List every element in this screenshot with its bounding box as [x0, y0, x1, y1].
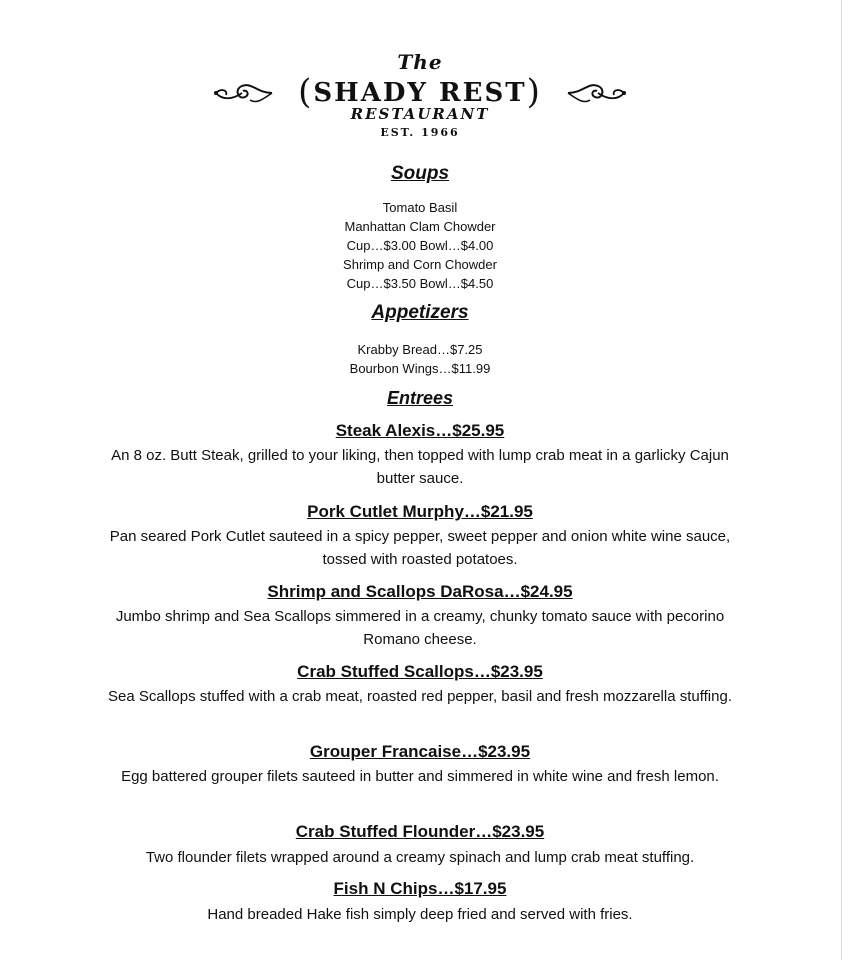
right-bracket-ornament: ): [526, 72, 542, 112]
entree-description: Two flounder filets wrapped around a creamy spinach and lump crab meat stuffing.: [145, 849, 695, 866]
entree-name: Fish N Chips…$17.95: [333, 879, 507, 898]
logo-the: The: [397, 50, 443, 74]
logo-established: EST. 1966: [380, 126, 460, 139]
appetizer-item: Krabby Bread…$7.25: [357, 342, 483, 357]
entree-description: Sea Scallops stuffed with a crab meat, roasted red pepper, basil and fresh mozzarella stuffing.: [108, 688, 732, 705]
entree-name: Pork Cutlet Murphy…$21.95: [307, 502, 533, 521]
soup-item: Shrimp and Corn Chowder: [343, 257, 497, 272]
appetizers-heading: Appetizers: [371, 302, 469, 323]
entree-description: Egg battered grouper filets sauteed in butter and simmered in white wine and fresh lemon.: [121, 768, 719, 785]
soups-heading: Soups: [390, 163, 450, 184]
left-bracket-ornament: (: [298, 72, 314, 112]
entree-name: Crab Stuffed Flounder…$23.95: [295, 822, 545, 841]
logo-name-text: SHADY REST: [313, 78, 527, 108]
logo-subtitle: RESTAURANT: [350, 105, 490, 123]
entree-name: Grouper Francaise…$23.95: [309, 742, 531, 761]
soup-item: Cup…$3.50 Bowl…$4.50: [346, 276, 494, 291]
entree-name: Crab Stuffed Scallops…$23.95: [297, 662, 543, 681]
soup-item: Cup…$3.00 Bowl…$4.00: [346, 238, 494, 253]
entree-description: An 8 oz. Butt Steak, grilled to your liking, then topped with lump crab meat in a garlicky Cajun butter sauce.: [111, 447, 729, 487]
entrees-heading: Entrees: [386, 388, 454, 408]
soup-item: Manhattan Clam Chowder: [344, 219, 496, 234]
entree-description: Pan seared Pork Cutlet sauteed in a spicy pepper, sweet pepper and onion white wine sauce, tossed with roasted potatoes.: [109, 528, 731, 568]
entree-description: Jumbo shrimp and Sea Scallops simmered in a creamy, chunky tomato sauce with pecorino Romano cheese.: [115, 608, 725, 648]
page-edge-line: [841, 0, 842, 960]
entree-name: Steak Alexis…$25.95: [335, 421, 505, 440]
appetizer-item: Bourbon Wings…$11.99: [349, 361, 491, 376]
soup-item: Tomato Basil: [382, 200, 458, 215]
entree-description: Hand breaded Hake fish simply deep fried and served with fries.: [207, 906, 633, 923]
entree-name: Shrimp and Scallops DaRosa…$24.95: [267, 582, 573, 601]
restaurant-logo: [0, 50, 840, 144]
